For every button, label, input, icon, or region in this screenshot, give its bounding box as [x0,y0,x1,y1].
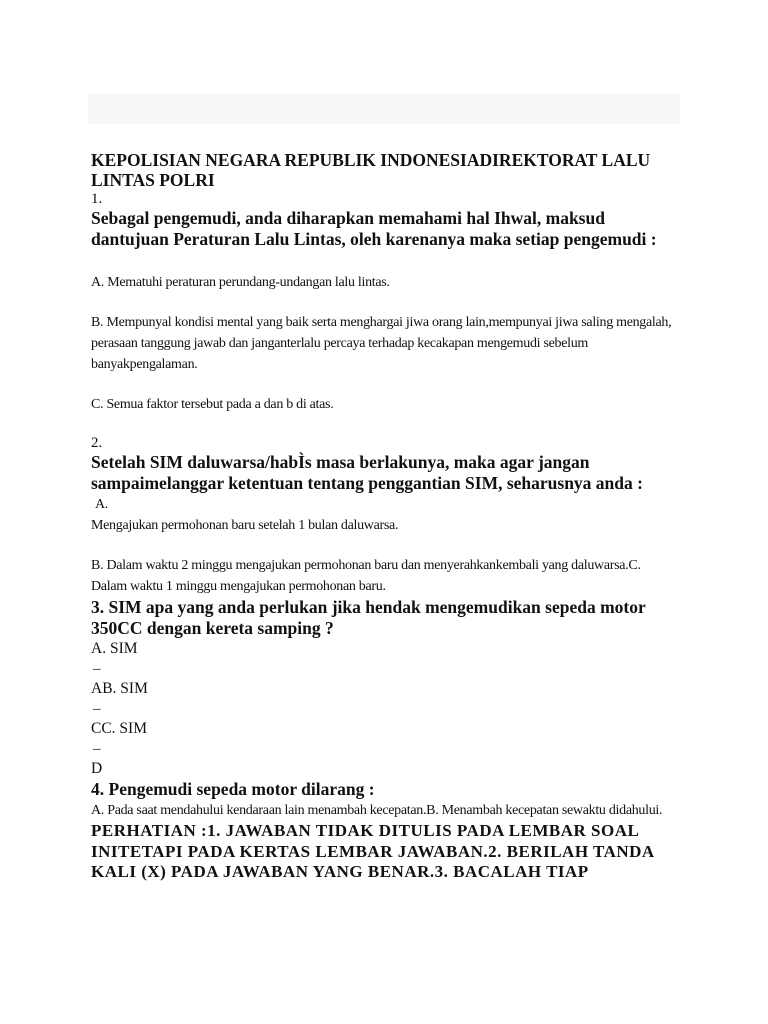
question-4-options: A. Pada saat mendahului kendaraan lain menambah kecepatan.B. Menambah kecepatan sewaktu didahului. [91,803,663,818]
question-1-option-c: C. Semua faktor tersebut pada a dan b di atas. [91,397,334,412]
question-4-text: 4. Pengemudi sepeda motor dilarang : [91,779,375,799]
document-title: KEPOLISIAN NEGARA REPUBLIK INDONESIADIREKTORAT LALU LINTAS POLRI [91,150,651,190]
question-3-text: 3. SIM apa yang anda perlukan jika hendak mengemudikan sepeda motor 350CC dengan kereta samping ? [91,597,646,638]
question-1-option-a: A. Mematuhi peraturan perundang-undangan lalu lintas. [91,275,390,290]
perhatian-notice: PERHATIAN :1. JAWABAN TIDAK DITULIS PADA LEMBAR SOAL INITETAPI PADA KERTAS LEMBAR JAWABAN.2. BERILAH TANDA KALI (X) PADA JAWABAN YANG BENAR.3. BACALAH TIAP [91,821,654,881]
document-body [91,150,676,883]
question-3-line-4: D [91,760,103,777]
question-1-number: 1. [91,191,103,207]
question-3-line-2: AB. SIM [91,680,148,697]
question-2-text: Setelah SIM daluwarsa/habÌs masa berlakunya, maka agar jangan sampaimelanggar ketentuan tentang penggantian SIM, seharusnya anda : [91,452,643,493]
question-3-line-3: CC. SIM [91,720,147,737]
question-2-number: 2. [91,435,103,451]
question-3-line-1: A. SIM [91,640,138,657]
question-3-dash-3: – [93,741,101,757]
question-3-dash-2: – [93,701,101,717]
question-2-option-a-text: Mengajukan permohonan baru setelah 1 bulan daluwarsa. [91,518,399,533]
question-1-text: Sebagal pengemudi, anda diharapkan memahami hal Ihwal, maksud dantujuan Peraturan Lalu Lintas, oleh karenanya maka setiap pengemudi : [91,208,657,249]
header-band [88,94,680,124]
question-2-option-bc: B. Dalam waktu 2 minggu mengajukan permohonan baru dan menyerahkankembali yang daluwarsa.C. Dalam waktu 1 minggu mengajukan permohonan baru. [91,558,641,594]
question-3-dash-1: – [93,661,101,677]
question-1-option-b: B. Mempunyal kondisi mental yang baik serta menghargai jiwa orang lain,mempunyai jiwa saling mengalah, perasaan tanggung jawab dan janganterlalu percaya terhadap kecakapan mengemudi sebelum banyakpengalaman. [91,315,672,372]
question-2-option-a-label: A. [95,497,109,512]
